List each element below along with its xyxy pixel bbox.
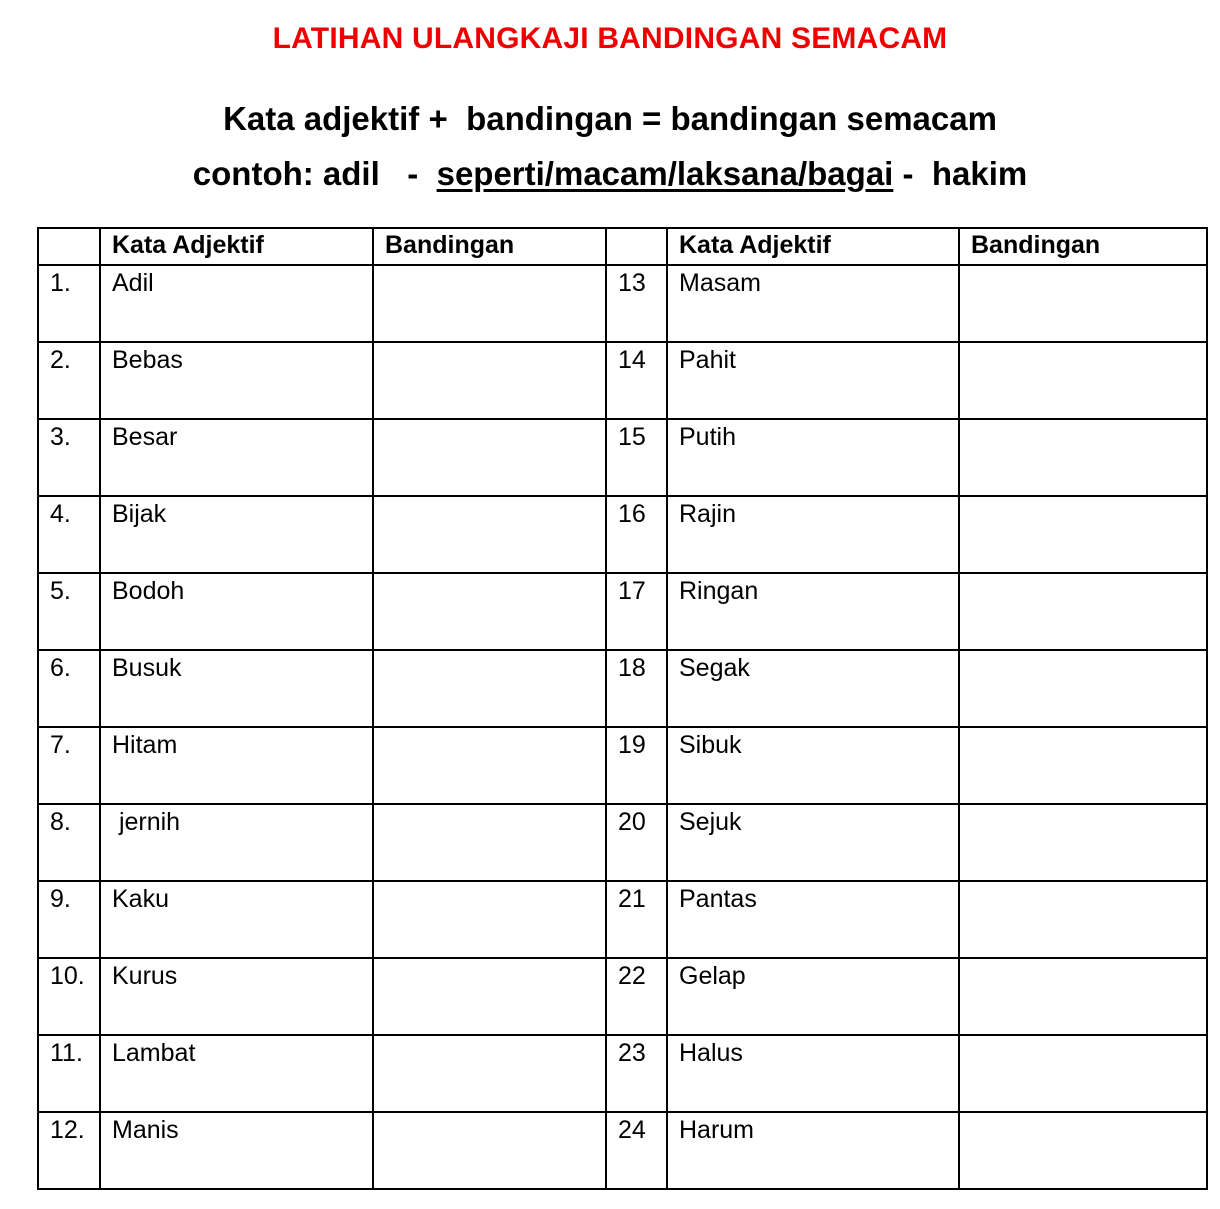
adjective-cell: Rajin	[667, 496, 959, 573]
comparison-answer-cell[interactable]	[373, 419, 606, 496]
comparison-answer-cell[interactable]	[373, 1112, 606, 1189]
comparison-answer-cell[interactable]	[373, 881, 606, 958]
item-number: 4.	[38, 496, 100, 573]
item-number: 20	[606, 804, 667, 881]
item-number: 15	[606, 419, 667, 496]
comparison-answer-cell[interactable]	[959, 958, 1207, 1035]
table-row	[38, 496, 1207, 573]
comparison-answer-cell[interactable]	[959, 265, 1207, 342]
comparison-answer-cell[interactable]	[373, 958, 606, 1035]
adjective-cell: Putih	[667, 419, 959, 496]
item-number: 24	[606, 1112, 667, 1189]
comparison-answer-cell[interactable]	[959, 881, 1207, 958]
table-row	[38, 1035, 1207, 1112]
comparison-answer-cell[interactable]	[959, 727, 1207, 804]
item-number: 12.	[38, 1112, 100, 1189]
comparison-answer-cell[interactable]	[373, 650, 606, 727]
adjective-cell: Pantas	[667, 881, 959, 958]
comparison-answer-cell[interactable]	[373, 342, 606, 419]
item-number: 11.	[38, 1035, 100, 1112]
adjective-cell: Adil	[100, 265, 373, 342]
comparison-answer-cell[interactable]	[959, 1035, 1207, 1112]
item-number: 5.	[38, 573, 100, 650]
adjective-cell: Busuk	[100, 650, 373, 727]
table-row	[38, 727, 1207, 804]
comparison-answer-cell[interactable]	[959, 1112, 1207, 1189]
header-adjective-right: Kata Adjektif	[667, 228, 959, 265]
adjective-cell: Bebas	[100, 342, 373, 419]
item-number: 21	[606, 881, 667, 958]
comparison-answer-cell[interactable]	[373, 1035, 606, 1112]
comparison-answer-cell[interactable]	[959, 496, 1207, 573]
comparison-answer-cell[interactable]	[373, 727, 606, 804]
adjective-cell: jernih	[100, 804, 373, 881]
table-row	[38, 573, 1207, 650]
item-number: 8.	[38, 804, 100, 881]
table-row	[38, 265, 1207, 342]
table-row	[38, 881, 1207, 958]
item-number: 10.	[38, 958, 100, 1035]
item-number: 6.	[38, 650, 100, 727]
adjective-cell: Pahit	[667, 342, 959, 419]
header-adjective-left: Kata Adjektif	[100, 228, 373, 265]
table-row	[38, 419, 1207, 496]
comparison-answer-cell[interactable]	[959, 342, 1207, 419]
table-row	[38, 804, 1207, 881]
adjective-cell: Kaku	[100, 881, 373, 958]
table-row	[38, 650, 1207, 727]
comparison-answer-cell[interactable]	[959, 573, 1207, 650]
table-row	[38, 342, 1207, 419]
adjective-cell: Sibuk	[667, 727, 959, 804]
comparison-answer-cell[interactable]	[373, 804, 606, 881]
example-line	[0, 155, 1220, 193]
comparison-answer-cell[interactable]	[373, 496, 606, 573]
table-row	[38, 1112, 1207, 1189]
header-number-left	[38, 228, 100, 265]
adjective-cell: Masam	[667, 265, 959, 342]
item-number: 14	[606, 342, 667, 419]
adjective-cell: Kurus	[100, 958, 373, 1035]
adjective-cell: Bodoh	[100, 573, 373, 650]
example-prefix: contoh: adil -	[192, 155, 437, 192]
adjective-cell: Besar	[100, 419, 373, 496]
item-number: 16	[606, 496, 667, 573]
table-row	[38, 958, 1207, 1035]
adjective-cell: Harum	[667, 1112, 959, 1189]
item-number: 22	[606, 958, 667, 1035]
example-options: seperti/macam/laksana/bagai	[436, 155, 894, 192]
adjective-cell: Lambat	[100, 1035, 373, 1112]
comparison-answer-cell[interactable]	[373, 265, 606, 342]
comparison-answer-cell[interactable]	[959, 804, 1207, 881]
header-number-right	[606, 228, 667, 265]
adjective-cell: Ringan	[667, 573, 959, 650]
formula-line: Kata adjektif + bandingan = bandingan semacam	[223, 100, 997, 137]
adjective-cell: Gelap	[667, 958, 959, 1035]
item-number: 17	[606, 573, 667, 650]
item-number: 13	[606, 265, 667, 342]
item-number: 2.	[38, 342, 100, 419]
adjective-cell: Segak	[667, 650, 959, 727]
item-number: 19	[606, 727, 667, 804]
item-number: 23	[606, 1035, 667, 1112]
item-number: 18	[606, 650, 667, 727]
item-number: 3.	[38, 419, 100, 496]
adjective-cell: Sejuk	[667, 804, 959, 881]
adjective-cell: Bijak	[100, 496, 373, 573]
adjective-comparison-table	[37, 227, 1208, 1190]
item-number: 9.	[38, 881, 100, 958]
adjective-cell: Hitam	[100, 727, 373, 804]
header-comparison-right: Bandingan	[959, 228, 1207, 265]
comparison-answer-cell[interactable]	[959, 650, 1207, 727]
example-suffix: - hakim	[893, 155, 1028, 192]
item-number: 1.	[38, 265, 100, 342]
adjective-cell: Manis	[100, 1112, 373, 1189]
adjective-cell: Halus	[667, 1035, 959, 1112]
table-header-row	[38, 228, 1207, 265]
comparison-answer-cell[interactable]	[373, 573, 606, 650]
item-number: 7.	[38, 727, 100, 804]
comparison-answer-cell[interactable]	[959, 419, 1207, 496]
worksheet-title: LATIHAN ULANGKAJI BANDINGAN SEMACAM	[272, 22, 948, 55]
header-comparison-left: Bandingan	[373, 228, 606, 265]
